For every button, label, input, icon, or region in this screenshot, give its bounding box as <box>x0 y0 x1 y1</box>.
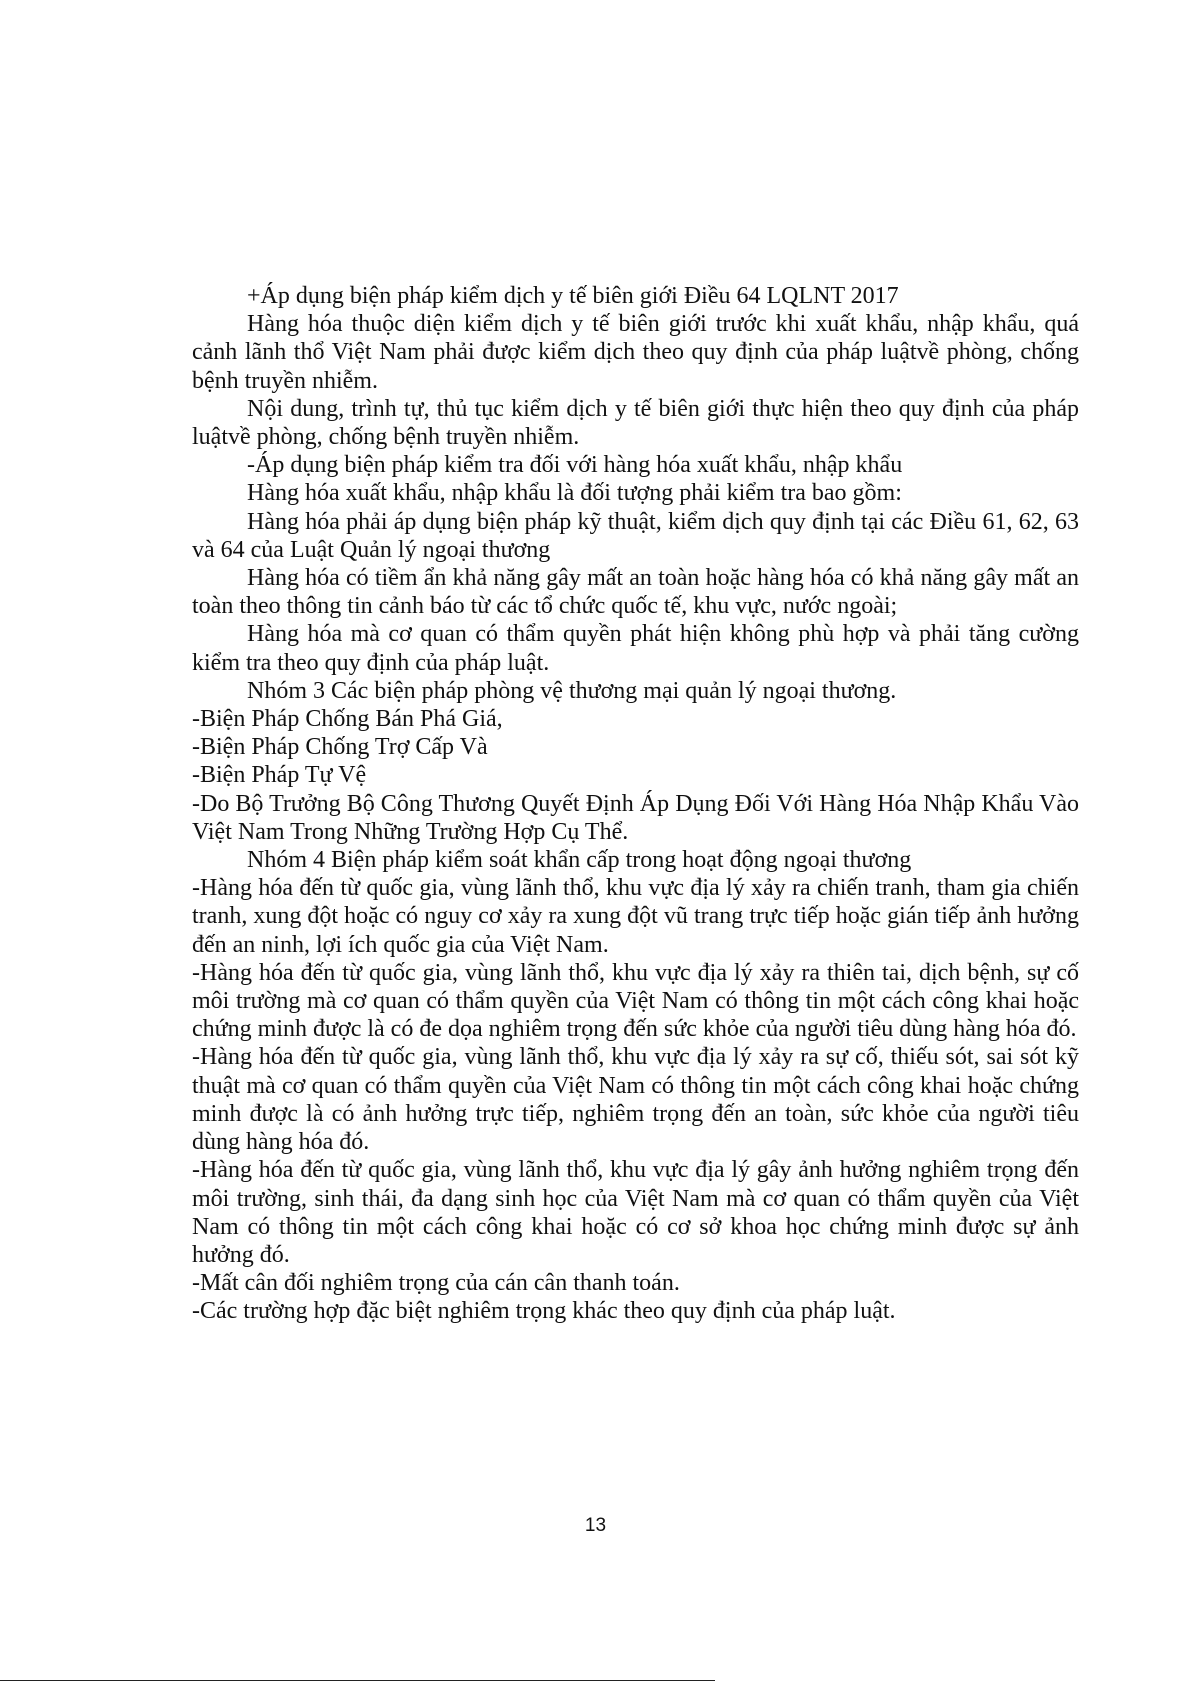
paragraph-quarantine-requirement: Hàng hóa thuộc diện kiểm dịch y tế biên giới trước khi xuất khẩu, nhập khẩu, quá cảnh lãnh thổ Việt Nam phải được kiểm dịch theo quy định của pháp luậtvề phòng, chống bệnh truyền nhiễm. <box>192 311 1079 394</box>
list-item-balance-of-payments: -Mất cân đối nghiêm trọng của cán cân thanh toán. <box>192 1270 680 1297</box>
list-item-other-cases: -Các trường hợp đặc biệt nghiêm trọng khác theo quy định của pháp luật. <box>192 1298 896 1325</box>
list-item-war-conflict: -Hàng hóa đến từ quốc gia, vùng lãnh thổ, khu vực địa lý xảy ra chiến tranh, tham gia chiến tranh, xung đột hoặc có nguy cơ xảy ra xung đột vũ trang trực tiếp hoặc gián tiếp ảnh hưởng đến an ninh, lợi ích quốc gia của Việt Nam. <box>192 875 1079 958</box>
heading-group-3: Nhóm 3 Các biện pháp phòng vệ thương mại quản lý ngoại thương. <box>247 677 897 704</box>
heading-inspection-measures: -Áp dụng biện pháp kiểm tra đối với hàng hóa xuất khẩu, nhập khẩu <box>247 452 903 479</box>
paragraph-nonconforming-goods: Hàng hóa mà cơ quan có thẩm quyền phát hiện không phù hợp và phải tăng cường kiểm tra theo quy định của pháp luật. <box>192 621 1079 676</box>
list-item-safeguard: -Biện Pháp Tự Vệ <box>192 762 367 789</box>
list-item-minister-decision: -Do Bộ Trưởng Bộ Công Thương Quyết Định Áp Dụng Đối Với Hàng Hóa Nhập Khẩu Vào Việt Nam Trong Những Trường Hợp Cụ Thể. <box>192 790 1079 845</box>
paragraph-potential-unsafe-goods: Hàng hóa có tiềm ẩn khả năng gây mất an toàn hoặc hàng hóa có khả năng gây mất an toàn theo thông tin cảnh báo từ các tổ chức quốc tế, khu vực, nước ngoài; <box>192 565 1079 620</box>
list-item-disaster-epidemic: -Hàng hóa đến từ quốc gia, vùng lãnh thổ, khu vực địa lý xảy ra thiên tai, dịch bệnh, sự cố môi trường mà cơ quan có thẩm quyền của Việt Nam có thông tin một cách công khai hoặc chứng minh được là có đe dọa nghiêm trọng đến sức khỏe của người tiêu dùng hàng hóa đó. <box>192 959 1079 1043</box>
list-item-environment-impact: -Hàng hóa đến từ quốc gia, vùng lãnh thổ, khu vực địa lý gây ảnh hưởng nghiêm trọng đến môi trường, sinh thái, đa dạng sinh học của Việt Nam mà cơ quan có thẩm quyền của Việt Nam có thông tin một cách công khai hoặc có cơ sở khoa học chứng minh được sự ảnh hưởng đó. <box>192 1157 1079 1268</box>
heading-border-health-quarantine: +Áp dụng biện pháp kiểm dịch y tế biên giới Điều 64 LQLNT 2017 <box>247 283 899 309</box>
footer-divider <box>0 1680 715 1681</box>
paragraph-technical-measures: Hàng hóa phải áp dụng biện pháp kỹ thuật, kiểm dịch quy định tại các Điều 61, 62, 63 và 64 của Luật Quản lý ngoại thương <box>192 508 1079 563</box>
list-item-anti-dumping: -Biện Pháp Chống Bán Phá Giá, <box>192 706 503 733</box>
list-item-anti-subsidy: -Biện Pháp Chống Trợ Cấp Và <box>192 734 488 761</box>
heading-group-4: Nhóm 4 Biện pháp kiểm soát khẩn cấp trong hoạt động ngoại thương <box>247 847 912 874</box>
paragraph-inspection-scope: Hàng hóa xuất khẩu, nhập khẩu là đối tượng phải kiểm tra bao gồm: <box>247 480 902 507</box>
document-body <box>192 282 1079 1326</box>
paragraph-quarantine-procedure: Nội dung, trình tự, thủ tục kiểm dịch y tế biên giới thực hiện theo quy định của pháp luậtvề phòng, chống bệnh truyền nhiễm. <box>192 395 1079 451</box>
page-number: 13 <box>584 1515 607 1536</box>
list-item-technical-incident: -Hàng hóa đến từ quốc gia, vùng lãnh thổ, khu vực địa lý xảy ra sự cố, thiếu sót, sai sót kỹ thuật mà cơ quan có thẩm quyền của Việt Nam có thông tin một cách công khai hoặc chứng minh được là có ảnh hưởng trực tiếp, nghiêm trọng đến an toàn, sức khỏe của người tiêu dùng hàng hóa đó. <box>192 1044 1079 1156</box>
